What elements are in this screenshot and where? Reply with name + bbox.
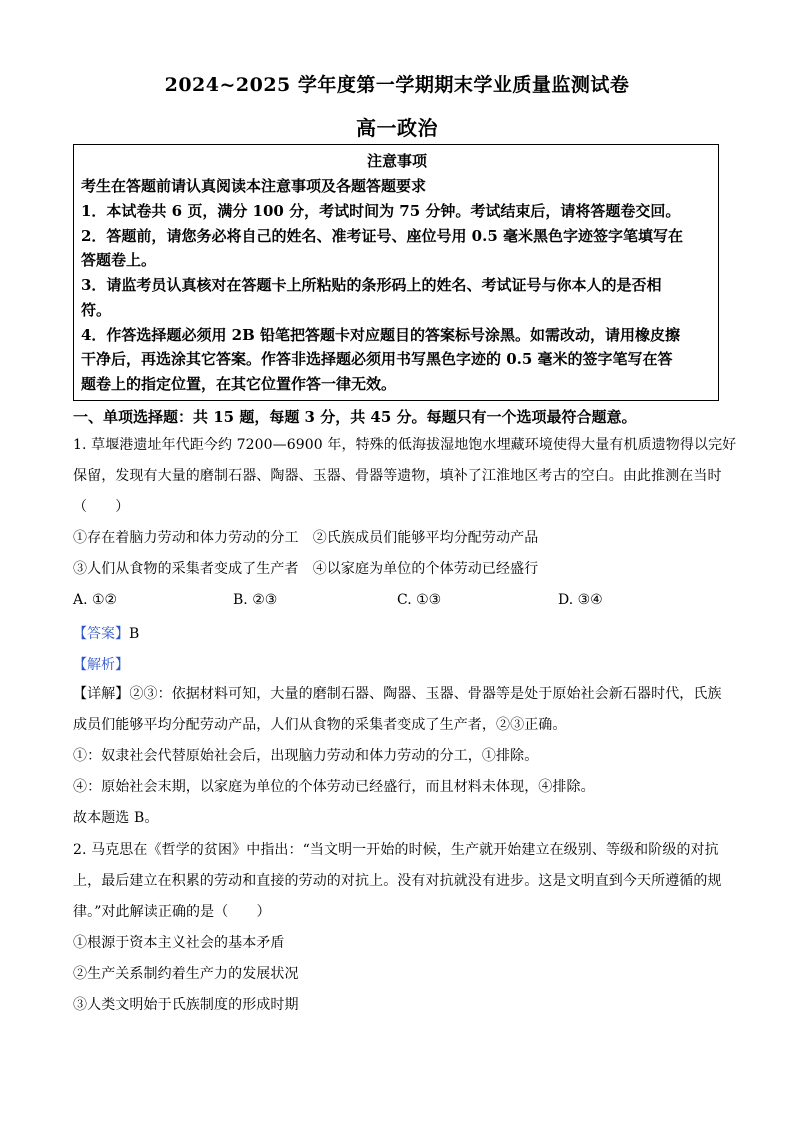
notice-line: 2．答题前，请您务必将自己的姓名、准考证号、座位号用 0.5 毫米黑色字迹签字笔填写在 [81, 227, 683, 245]
notice-line: 题卷上的指定位置，在其它位置作答一律无效。 [81, 375, 397, 393]
section-heading: 一、单项选择题：共 15 题，每题 3 分，共 45 分。每题只有一个选项最符合题意。 [73, 408, 637, 426]
notice-line: 符。 [81, 301, 112, 319]
q1-statement: ①存在着脑力劳动和体力劳动的分工 ②氏族成员们能够平均分配劳动产品 [73, 530, 539, 546]
answer-tag: 【答案】 [73, 626, 129, 642]
q1-option-b: B. ②③ [233, 592, 278, 608]
q1-option-d: D. ③④ [558, 592, 603, 608]
detail-tag: 【详解】 [73, 686, 130, 702]
q1-stem-line: 保留，发现有大量的磨制石器、陶器、玉器、骨器等遗物，填补了江淮地区考古的空白。由此推测在当时 [73, 468, 722, 484]
q2-statement: ③人类文明始于氏族制度的形成时期 [73, 997, 299, 1013]
q2-stem-line: 律。”对此解读正确的是（ ） [73, 904, 271, 920]
q1-detail-line: ①：奴隶社会代替原始社会后，出现脑力劳动和体力劳动的分工，①排除。 [73, 748, 539, 764]
notice-line: 4．作答选择题必须用 2B 铅笔把答题卡对应题目的答案标号涂黑。如需改动，请用橡皮擦 [81, 326, 681, 344]
q2-statement: ②生产关系制约着生产力的发展状况 [73, 966, 299, 982]
detail-text: ②③：依据材料可知，大量的磨制石器、陶器、玉器、骨器等是处于原始社会新石器时代，氏族 [129, 686, 722, 702]
notice-box [73, 144, 719, 401]
notice-line: 考生在答题前请认真阅读本注意事项及各题答题要求 [81, 177, 427, 195]
q1-detail-line [73, 685, 722, 703]
q1-option-c: C. ①③ [397, 592, 442, 608]
q1-statement: ③人们从食物的采集者变成了生产者 ④以家庭为单位的个体劳动已经盛行 [73, 561, 539, 577]
q1-option-a: A. ①② [73, 592, 118, 608]
exam-title: 2024~2025 学年度第一学期期末学业质量监测试卷 [164, 74, 630, 96]
q1-stem-line: （ ） [73, 499, 130, 515]
answer-value: B [129, 626, 140, 642]
q2-stem-line: 上，最后建立在积累的劳动和直接的劳动的对抗上。没有对抗就没有进步。这是文明直到今天所遵循的规 [73, 873, 722, 889]
notice-heading: 注意事项 [366, 152, 427, 170]
notice-line: 干净后，再选涂其它答案。作答非选择题必须用书写黑色字迹的 0.5 毫米的签字笔写在答 [81, 350, 673, 368]
q1-analysis [73, 654, 129, 674]
notice-line: 答题卷上。 [81, 251, 157, 269]
analysis-tag: 【解析】 [73, 657, 129, 673]
notice-line: 3．请监考员认真核对在答题卡上所粘贴的条形码上的姓名、考试证号与你本人的是否相 [81, 276, 662, 294]
q2-stem-line: 2. 马克思在《哲学的贫困》中指出：“当文明一开始的时候，生产就开始建立在级别、等级和阶级的对抗 [73, 842, 719, 858]
q1-stem-line: 1. 草堰港遗址年代距今约 7200—6900 年，特殊的低海拔湿地饱水埋藏环境使得大量有机质遗物得以完好 [73, 437, 737, 453]
q1-answer [73, 623, 139, 643]
q1-detail-line: ④：原始社会末期，以家庭为单位的个体劳动已经盛行，而且材料未体现，④排除。 [73, 779, 595, 795]
q1-detail-line: 故本题选 B。 [73, 810, 159, 826]
exam-subtitle: 高一政治 [356, 116, 438, 140]
q1-detail-line: 成员们能够平均分配劳动产品，人们从食物的采集者变成了生产者，②③正确。 [73, 717, 567, 733]
notice-line: 1．本试卷共 6 页，满分 100 分，考试时间为 75 分钟。考试结束后，请将答题卷交回。 [81, 202, 681, 220]
q2-statement: ①根源于资本主义社会的基本矛盾 [73, 935, 285, 951]
